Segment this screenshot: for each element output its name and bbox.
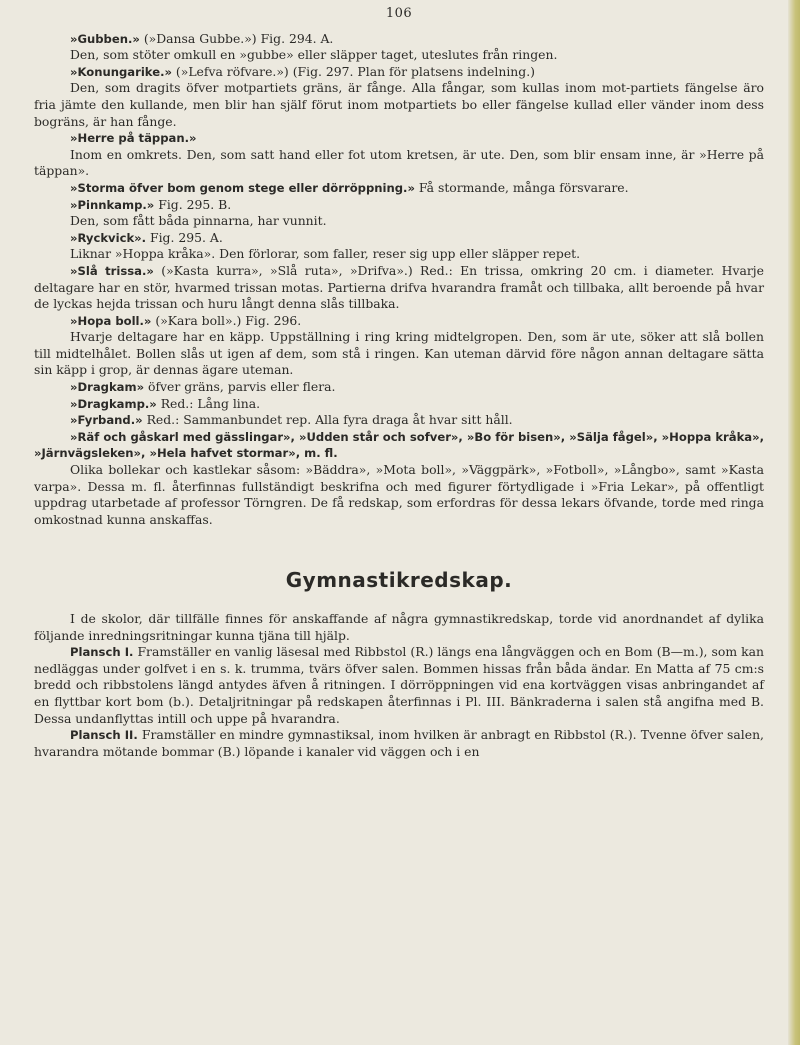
paragraph-text: Framställer en vanlig läsesal med Ribbstol (R.) längs ena långväggen och en Bom (B—m.), som kan nedläggas under golfvet i en s. k. trumma, tvärs öfver salen. Bommen hissas från båda ändar. En Matta af 75 cm:s bredd och ribbstolens längd antydes äfven å ritningen. I dörröppningen vid ena kortväggen visas anbringandet af en flyttbar kort bom (b.). Detaljritningar på redskapen återfinnas i Pl. III. Bänkraderna i salen stå angifna med B. Dessa undanflyttas intill och uppe på hvarandra. <box>34 644 764 726</box>
list-item <box>34 230 764 247</box>
list-item <box>34 180 764 197</box>
entry-text: Hvarje deltagare har en käpp. Uppställning i ring kring midtelgropen. Den, som är ute, söker att slå bollen till midtelhålet. Bollen slås ut igen af dem, som stå i ringen. Kan uteman därvid före någon annan deltagare sätta sin käpp i grop, är dennas ägare uteman. <box>34 329 764 378</box>
list-item <box>34 64 764 81</box>
list-item <box>34 462 764 528</box>
list-item <box>34 147 764 180</box>
entry-text: Olika bollekar och kastlekar såsom: »Bäddra», »Mota boll», »Väggpärk», »Fotboll», »Långbo», samt »Kasta varpa». Dessa m. fl. återfinnas fullständigt beskrifna och med figurer förtydligade i »Fria Lekar», på offentligt uppdrag utarbetade af professor Törngren. De få redskap, som erfordras för dessa lekars öfvande, torde med ringa omkostnad kunna anskaffas. <box>34 462 764 527</box>
plate-label: Plansch I. <box>70 645 134 660</box>
page-number: 106 <box>385 6 413 21</box>
entry-text: öfver gräns, parvis eller flera. <box>144 379 336 395</box>
entry-term: »Storma öfver bom genom stege eller dörröppning.» <box>70 180 415 195</box>
entry-term: »Ryckvick». <box>70 230 147 245</box>
entry-text: (»Kasta kurra», »Slå ruta», »Drifva».) Red.: En trissa, omkring 20 cm. i diameter. Hvarje deltagare har en stör, hvarmed trissan motas. Partierna drifva hvarandra framåt och tillbaka, allt beroende på hvar de lyckas hejda trissan och huru långt denna slås tillbaka. <box>34 262 764 312</box>
entry-text: (»Dansa Gubbe.») Fig. 294. A. <box>139 30 334 46</box>
entry-text: Få stormande, många försvarare. <box>414 179 629 195</box>
entry-text: Red.: Lång lina. <box>156 395 261 411</box>
entry-text: (»Kara boll».) Fig. 296. <box>151 312 302 328</box>
paragraph <box>34 611 764 644</box>
paragraph <box>34 727 764 760</box>
entry-term: »Hopa boll.» <box>70 313 152 328</box>
list-item <box>34 429 764 462</box>
entry-term: »Slå trissa.» <box>70 263 154 278</box>
list-item <box>34 80 764 130</box>
gym-equipment-section <box>34 611 764 760</box>
entry-text: Fig. 295. A. <box>146 229 223 245</box>
list-item <box>34 197 764 214</box>
entry-text: (»Lefva röfvare.») (Fig. 297. Plan för platsens indelning.) <box>171 63 535 79</box>
entry-text: Inom en omkrets. Den, som satt hand eller fot utom kretsen, är ute. Den, som blir ensam inne, är »Herre på täppan». <box>34 146 764 179</box>
entry-term: »Gubben.» <box>70 31 140 46</box>
entry-term: »Fyrband.» <box>70 413 143 428</box>
entry-term: »Pinnkamp.» <box>70 197 155 212</box>
list-item <box>34 31 764 48</box>
entry-term: »Dragkam» <box>70 380 145 395</box>
plate-label: Plansch II. <box>70 728 138 743</box>
list-item <box>34 263 764 313</box>
entry-term: »Konungarike.» <box>70 64 172 79</box>
list-item <box>34 130 764 147</box>
list-item <box>34 396 764 413</box>
paragraph-text: I de skolor, där tillfälle finnes för anskaffande af några gymnastikredskap, torde vid anordnandet af dylika följande inredningsritningar kunna tjäna till hjälp. <box>34 611 764 643</box>
entry-text: Den, som stöter omkull en »gubbe» eller släpper taget, uteslutes från ringen. <box>70 47 558 63</box>
entry-term: »Herre på täppan.» <box>70 131 197 146</box>
list-item <box>34 329 764 379</box>
entry-text: »Räf och gåskarl med gässlingar», »Udden står och sofver», »Bo för bisen», »Sälja fågel», »Hoppa kråka», »Järnvägsleken», »Hela hafvet stormar», m. fl. <box>34 429 764 461</box>
paragraph-text: Framställer en mindre gymnastiksal, inom hvilken är anbragt en Ribbstol (R.). Tvenne öfver salen, hvarandra mötande bommar (B.) löpande i kanaler vid väggen och i en <box>34 727 764 759</box>
paragraph <box>34 644 764 727</box>
entry-text: Red.: Sammanbundet rep. Alla fyra draga åt hvar sitt håll. <box>142 412 513 428</box>
games-list <box>34 31 764 529</box>
entry-text: Liknar »Hoppa kråka». Den förlorar, som faller, reser sig upp eller släpper repet. <box>70 246 581 262</box>
list-item <box>34 47 764 64</box>
list-item <box>34 313 764 330</box>
section-heading: Gymnastikredskap. <box>285 568 513 593</box>
list-item <box>34 213 764 230</box>
entry-text: Den, som dragits öfver motpartiets gräns, är fånge. Alla fångar, som kullas inom mot-partiets fängelse äro fria jämte den kullande, men blir han själf förut inom motpartiets bo eller fängelse kullad eller vänder inom dess bogräns, är han fånge. <box>34 80 764 129</box>
page-edge-stain <box>788 0 800 1045</box>
list-item <box>34 412 764 429</box>
entry-text: Den, som fått båda pinnarna, har vunnit. <box>70 213 327 229</box>
list-item <box>34 379 764 396</box>
entry-term: »Dragkamp.» <box>70 396 157 411</box>
entry-text: Fig. 295. B. <box>154 196 232 212</box>
list-item <box>34 246 764 263</box>
